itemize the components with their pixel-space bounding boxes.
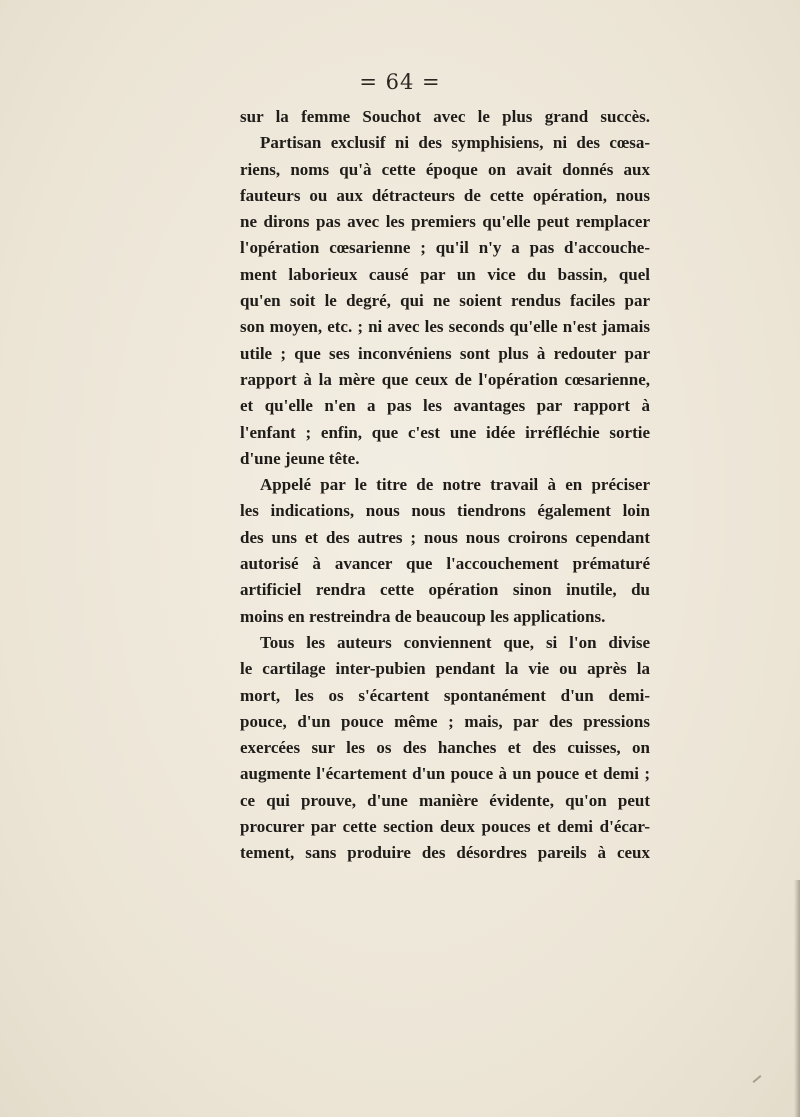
text-line: son moyen, etc. ; ni avec les seconds qu'elle n'est jamais bbox=[240, 317, 650, 337]
text-line: Appelé par le titre de notre travail à en préciser bbox=[260, 475, 650, 495]
text-line: Partisan exclusif ni des symphisiens, ni des cœsa- bbox=[260, 133, 650, 153]
text-line: mort, les os s'écartent spontanément d'un demi- bbox=[240, 685, 650, 705]
text-line: fauteurs ou aux détracteurs de cette opération, nous bbox=[240, 185, 650, 205]
text-line: utile ; que ses inconvéniens sont plus à redouter par bbox=[240, 343, 650, 363]
text-line: les indications, nous nous tiendrons également loin bbox=[240, 501, 650, 521]
text-line: sur la femme Souchot avec le plus grand succès. bbox=[240, 107, 650, 126]
text-line: ne dirons pas avec les premiers qu'elle peut remplacer bbox=[240, 212, 650, 232]
text-line: moins en restreindra de beaucoup les applications. bbox=[240, 606, 606, 626]
text-line: augmente l'écartement d'un pouce à un pouce et demi ; bbox=[240, 764, 650, 784]
body-text bbox=[240, 104, 650, 867]
text-line: exercées sur les os des hanches et des cuisses, on bbox=[240, 738, 650, 758]
text-line: l'enfant ; enfin, que c'est une idée irréfléchie sortie bbox=[240, 422, 650, 442]
text-line: procurer par cette section deux pouces et demi d'écar- bbox=[240, 817, 650, 837]
text-line: pouce, d'un pouce même ; mais, par des pressions bbox=[240, 711, 650, 731]
text-line: ment laborieux causé par un vice du bassin, quel bbox=[240, 264, 650, 284]
text-line: d'une jeune tête. bbox=[240, 448, 360, 468]
text-line: artificiel rendra cette opération sinon inutile, du bbox=[240, 580, 650, 600]
text-line: riens, noms qu'à cette époque on avait donnés aux bbox=[240, 159, 650, 179]
page-number: = 64 = bbox=[359, 70, 441, 94]
text-line: des uns et des autres ; nous nous croirons cependant bbox=[240, 527, 650, 547]
text-line: le cartilage inter-pubien pendant la vie ou après la bbox=[240, 659, 650, 679]
page-edge-shadow bbox=[794, 880, 800, 1117]
text-line: l'opération cœsarienne ; qu'il n'y a pas d'accouche- bbox=[240, 238, 650, 258]
text-line: qu'en soit le degré, qui ne soient rendus faciles par bbox=[240, 291, 650, 311]
text-line: Tous les auteurs conviennent que, si l'on divise bbox=[260, 632, 650, 652]
text-line: rapport à la mère que ceux de l'opération cœsarienne, bbox=[240, 369, 650, 389]
text-line: autorisé à avancer que l'accouchement prématuré bbox=[240, 554, 650, 574]
text-line: tement, sans produire des désordres pareils à ceux bbox=[240, 843, 650, 863]
text-line: ce qui prouve, d'une manière évidente, qu'on peut bbox=[240, 790, 650, 810]
text-line: et qu'elle n'en a pas les avantages par rapport à bbox=[240, 396, 650, 416]
paper-mark bbox=[753, 1075, 762, 1083]
